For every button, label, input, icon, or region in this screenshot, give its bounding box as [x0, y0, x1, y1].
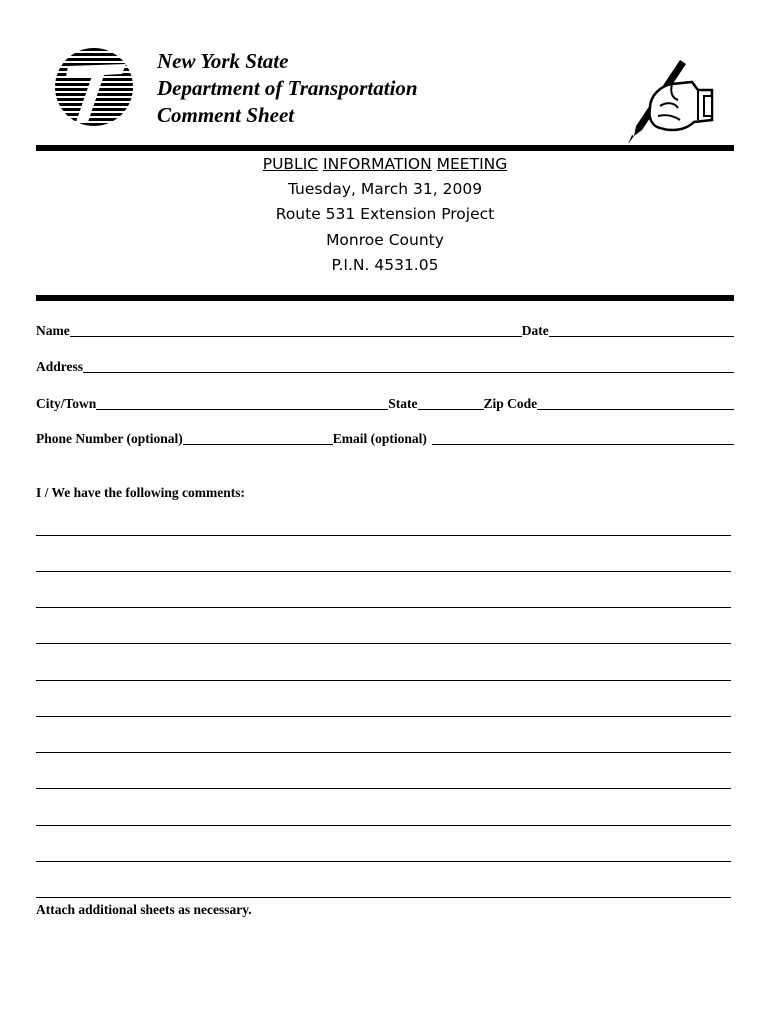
phone-field[interactable] — [183, 430, 333, 445]
city-field[interactable] — [96, 395, 388, 410]
meeting-heading-word: INFORMATION — [323, 155, 432, 173]
nysdot-logo — [52, 44, 136, 130]
comment-line[interactable] — [36, 680, 731, 681]
agency-name-line2: Department of Transportation — [157, 76, 418, 100]
comment-line[interactable] — [36, 861, 731, 862]
agency-name-line1: New York State — [157, 49, 289, 73]
email-field[interactable] — [432, 430, 734, 445]
comment-line[interactable] — [36, 788, 731, 789]
name-label: Name — [36, 323, 70, 338]
state-label: State — [388, 396, 418, 411]
comment-line[interactable] — [36, 897, 731, 898]
comment-line[interactable] — [36, 716, 731, 717]
phone-label: Phone Number (optional) — [36, 431, 183, 446]
email-label: Email (optional) — [332, 431, 427, 446]
comment-line[interactable] — [36, 571, 731, 572]
comment-line[interactable] — [36, 535, 731, 536]
meeting-heading-word: PUBLIC — [262, 155, 319, 173]
city-state-zip-row — [36, 394, 734, 412]
address-field[interactable] — [83, 358, 734, 373]
county-name: Monroe County — [326, 231, 444, 249]
meeting-date: Tuesday, March 31, 2009 — [287, 180, 483, 198]
meeting-heading — [0, 152, 770, 177]
address-label: Address — [36, 359, 84, 374]
phone-email-row — [36, 429, 734, 447]
header-divider — [36, 145, 734, 151]
footer-note: Attach additional sheets as necessary. — [36, 902, 252, 917]
comment-line[interactable] — [36, 643, 731, 644]
zip-field[interactable] — [537, 395, 734, 410]
city-label: City/Town — [36, 396, 97, 411]
pin-number: P.I.N. 4531.05 — [331, 256, 439, 274]
hand-writing-pen-icon — [620, 56, 718, 146]
meeting-heading-word: MEETING — [436, 155, 508, 173]
comments-label: I / We have the following comments: — [36, 485, 245, 500]
comment-line[interactable] — [36, 825, 731, 826]
date-label: Date — [521, 323, 549, 338]
section-divider — [36, 295, 734, 301]
document-title: Comment Sheet — [157, 103, 295, 127]
address-row — [36, 357, 734, 375]
comment-line[interactable] — [36, 752, 731, 753]
name-field[interactable] — [70, 322, 522, 337]
name-date-row — [36, 321, 734, 339]
comment-line[interactable] — [36, 607, 731, 608]
zip-label: Zip Code — [483, 396, 538, 411]
state-field[interactable] — [418, 395, 484, 410]
date-field[interactable] — [549, 322, 734, 337]
project-name: Route 531 Extension Project — [275, 205, 495, 223]
